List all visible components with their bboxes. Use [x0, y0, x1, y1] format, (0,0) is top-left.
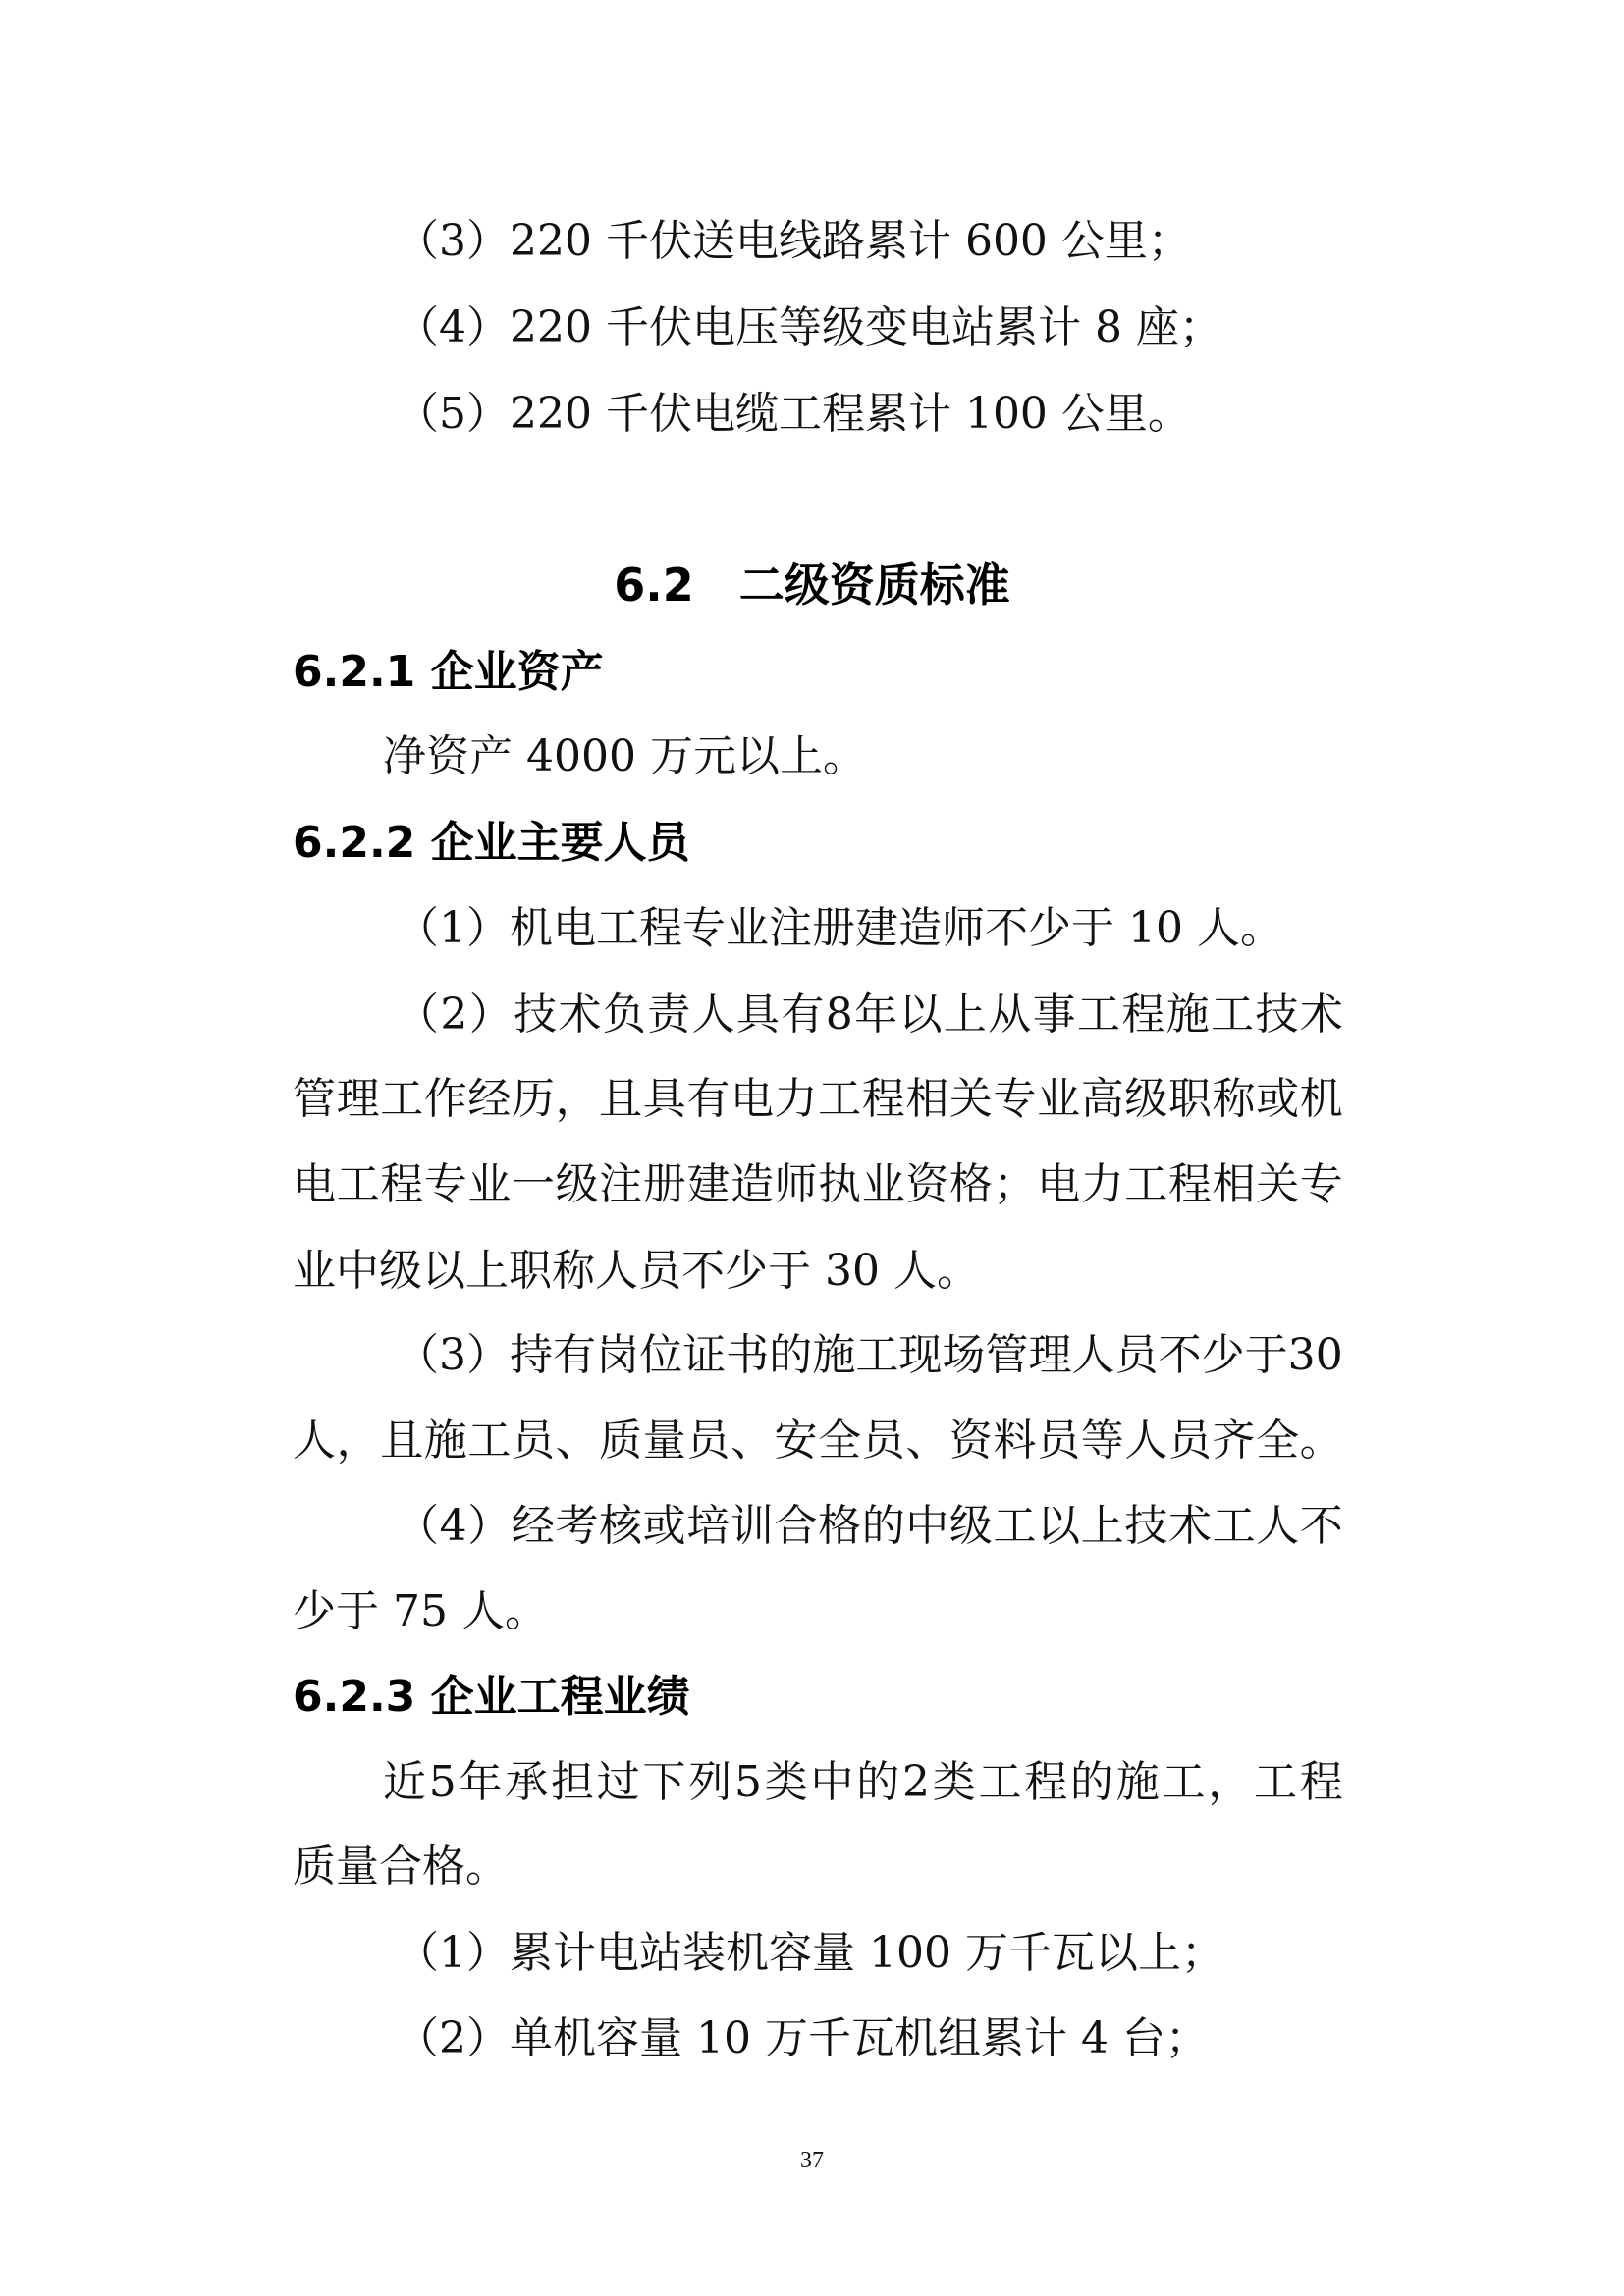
personnel-item-1: （1）机电工程专业注册建造师不少于 10 人。 [396, 903, 1283, 953]
list-item-4: （4）220 千伏电压等级变电站累计 8 座； [396, 302, 1222, 352]
personnel-item-4-line-2: 少于 75 人。 [293, 1586, 548, 1636]
personnel-item-3-line-2: 人 ， 且 施 工 员 、 质 量 员 、 安 全 员 、 资 料 员 等 人 员 齐 全 。 [293, 1415, 1343, 1466]
page-number: 37 [800, 2148, 824, 2173]
personnel-item-2-line-1: （ 2 ） 技 术 负 责 人 具 有 8 年 以 上 从 事 工 程 施 工 技 术 [396, 989, 1343, 1040]
personnel-item-4-line-1: （ 4 ） 经 考 核 或 培 训 合 格 的 中 级 工 以 上 技 术 工 人 不 [396, 1501, 1343, 1551]
list-item-3: （3）220 千伏送电线路累计 600 公里； [396, 216, 1191, 266]
personnel-item-2-line-4: 业中级以上职称人员不少于 30 人。 [293, 1246, 980, 1296]
paragraph-net-assets: 净资产 4000 万元以上。 [383, 731, 866, 781]
performance-item-1: （1）累计电站装机容量 100 万千瓦以上； [396, 1928, 1224, 1978]
section-title: 6.2 二级资质标准 [614, 559, 1010, 612]
subsection-heading-performance: 6.2.3 企业工程业绩 [293, 1672, 690, 1722]
subsection-heading-assets: 6.2.1 企业资产 [293, 647, 604, 697]
personnel-item-2-line-3: 电 工 程 专 业 一 级 注 册 建 造 师 执 业 资 格 ； 电 力 工 程 相 关 专 [293, 1159, 1343, 1209]
performance-intro-line-1: 近 5 年 承 担 过 下 列 5 类 中 的 2 类 工 程 的 施 工 ， 工 程 [383, 1757, 1343, 1807]
performance-item-2: （2）单机容量 10 万千瓦机组累计 4 台； [396, 2013, 1209, 2063]
subsection-heading-personnel: 6.2.2 企业主要人员 [293, 818, 690, 868]
list-item-5: （5）220 千伏电缆工程累计 100 公里。 [396, 389, 1191, 439]
personnel-item-3-line-1: （ 3 ） 持 有 岗 位 证 书 的 施 工 现 场 管 理 人 员 不 少 于 3 0 [396, 1330, 1343, 1380]
personnel-item-2-line-2: 管 理 工 作 经 历 ， 且 具 有 电 力 工 程 相 关 专 业 高 级 职 称 或 机 [293, 1074, 1343, 1124]
performance-intro-line-2: 质量合格。 [293, 1842, 509, 1892]
